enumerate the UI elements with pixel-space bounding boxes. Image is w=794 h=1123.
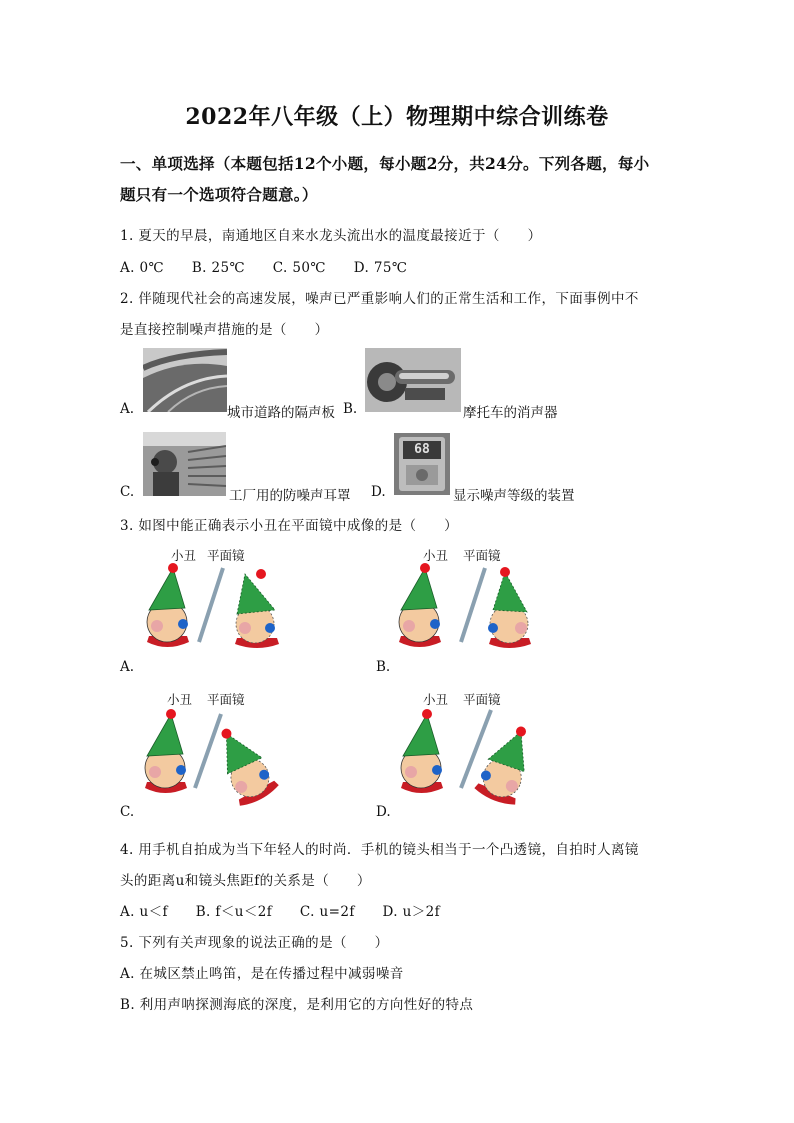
mirror-label: 平面镜 <box>463 548 501 563</box>
q3-figure-d <box>393 688 553 808</box>
clown-label: 小丑 <box>423 692 449 707</box>
q3-figure-b <box>393 544 553 656</box>
q3-figure-c <box>137 688 297 808</box>
q2-photo-a-sound-barrier <box>143 348 227 412</box>
q4-options: A. u＜f B. f＜u＜2f C. u=2f D. u＞2f <box>120 904 441 920</box>
q4-stem-line2: 头的距离u和镜头焦距f的关系是（ ） <box>120 873 371 889</box>
q2-option-a-text: 城市道路的隔声板 <box>227 405 335 421</box>
q2-stem-line2: 是直接控制噪声措施的是（ ） <box>120 322 329 338</box>
q2-photo-b-muffler <box>365 348 461 412</box>
q2-option-c-letter: C. <box>120 484 135 500</box>
q1-options: A. 0℃ B. 25℃ C. 50℃ D. 75℃ <box>120 260 408 276</box>
clown-object <box>147 563 189 647</box>
clown-label: 小丑 <box>171 548 197 563</box>
mirror-label: 平面镜 <box>463 692 501 707</box>
q2-option-a-letter: A. <box>120 401 135 417</box>
mirror-label: 平面镜 <box>207 548 245 563</box>
q1-stem: 1. 夏天的早晨，南通地区自来水龙头流出水的温度最接近于（ ） <box>120 228 542 244</box>
q5-option-b: B. 利用声呐探测海底的深度，是利用它的方向性好的特点 <box>120 997 474 1013</box>
clown-label: 小丑 <box>423 548 449 563</box>
q2-option-b-letter: B. <box>343 401 358 417</box>
section-heading-line1: 一、单项选择（本题包括12个小题，每小题2分，共24分。下列各题，每小 <box>120 154 650 173</box>
q2-option-d-text: 显示噪声等级的装置 <box>453 488 575 504</box>
q2-photo-d-noise-meter <box>394 433 450 495</box>
noise-meter-reading: 68 <box>414 442 430 457</box>
q3-option-a-letter: A. <box>120 659 135 675</box>
q2-option-d-letter: D. <box>371 484 386 500</box>
exam-title: 2022年八年级（上）物理期中综合训练卷 <box>185 104 609 130</box>
q5-stem: 5. 下列有关声现象的说法正确的是（ ） <box>120 935 389 951</box>
clown-label: 小丑 <box>167 692 193 707</box>
q2-photo-c-factory-earmuffs <box>143 432 226 496</box>
clown-image <box>235 569 279 648</box>
mirror-label: 平面镜 <box>207 692 245 707</box>
q3-option-c-letter: C. <box>120 804 135 820</box>
q2-option-b-text: 摩托车的消声器 <box>463 405 558 421</box>
q2-stem-line1: 2. 伴随现代社会的高速发展，噪声已严重影响人们的正常生活和工作，下面事例中不 <box>120 291 639 307</box>
q5-option-a: A. 在城区禁止鸣笛，是在传播过程中减弱噪音 <box>120 966 404 982</box>
q2-option-c-text: 工厂用的防噪声耳罩 <box>229 488 351 504</box>
q3-figure-a <box>137 544 297 656</box>
q4-stem-line1: 4. 用手机自拍成为当下年轻人的时尚．手机的镜头相当于一个凸透镜，自拍时人离镜 <box>120 842 639 858</box>
section-heading-line2: 题只有一个选项符合题意。） <box>120 185 318 204</box>
mirror-line <box>199 568 223 642</box>
q3-option-d-letter: D. <box>376 804 391 820</box>
q3-option-b-letter: B. <box>376 659 391 675</box>
q3-stem: 3. 如图中能正确表示小丑在平面镜中成像的是（ ） <box>120 518 459 534</box>
